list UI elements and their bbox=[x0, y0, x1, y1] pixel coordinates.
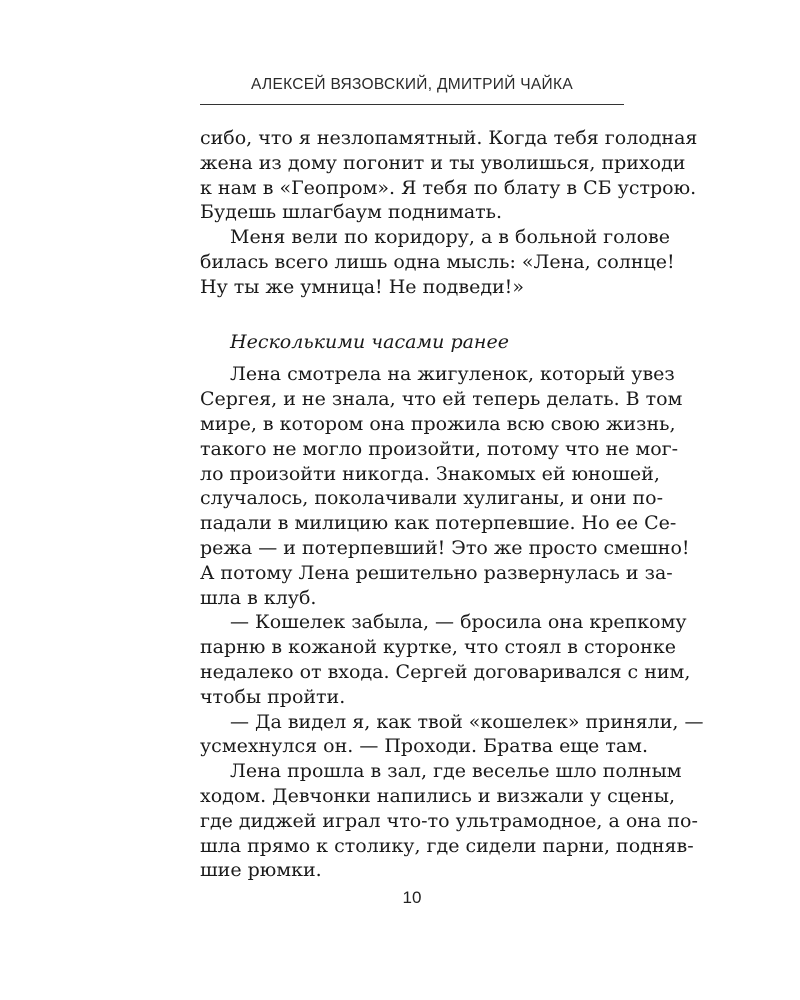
text-line: шие рюмки. bbox=[200, 859, 322, 882]
paragraph bbox=[200, 759, 698, 883]
section-subheading: Несколькими часами ранее bbox=[230, 330, 509, 353]
text-line: Меня вели по коридору, а в больной голове bbox=[230, 226, 670, 249]
paragraph bbox=[200, 710, 704, 760]
paragraph bbox=[200, 610, 691, 709]
text-line: Сергея, и не знала, что ей теперь делать. В том bbox=[200, 388, 683, 411]
text-line: режа — и потерпевший! Это же просто смешно! bbox=[200, 536, 690, 559]
text-line: усмехнулся он. — Проходи. Братва еще там. bbox=[200, 735, 649, 758]
text-line: падали в милицию как потерпевшие. Но ее Се- bbox=[200, 512, 677, 535]
text-line: билась всего лишь одна мысль: «Лена, солнце! bbox=[200, 250, 675, 273]
text-line: Лена прошла в зал, где веселье шло полным bbox=[230, 760, 682, 783]
text-line: — Да видел я, как твой «кошелек» приняли, — bbox=[230, 710, 704, 733]
text-line: недалеко от входа. Сергей договаривался с ним, bbox=[200, 660, 691, 683]
text-line: А потому Лена решительно развернулась и за- bbox=[200, 561, 673, 584]
page-body bbox=[200, 126, 704, 883]
text-line: шла прямо к столику, где сидели парни, подняв- bbox=[200, 834, 694, 857]
text-line: — Кошелек забыла, — бросила она крепкому bbox=[230, 611, 687, 634]
text-line: Ну ты же умница! Не подведи!» bbox=[200, 275, 524, 298]
text-line: сибо, что я незлопамятный. Когда тебя голодная bbox=[200, 127, 698, 149]
text-line: Лена смотрела на жигуленок, который увез bbox=[230, 363, 675, 386]
paragraph bbox=[200, 225, 675, 299]
text-line: мире, в котором она прожила всю свою жизнь, bbox=[200, 412, 676, 435]
text-line: Будешь шлагбаум поднимать. bbox=[200, 201, 503, 224]
text-line: ло произойти никогда. Знакомых ей юношей, bbox=[200, 462, 660, 485]
header-rule bbox=[200, 104, 624, 105]
text-line: случалось, поколачивали хулиганы, и они по- bbox=[200, 487, 663, 510]
text-line: жена из дому погонит и ты уволишься, приходи bbox=[200, 151, 686, 174]
running-header: АЛЕКСЕЙ ВЯЗОВСКИЙ, ДМИТРИЙ ЧАЙКА bbox=[251, 76, 573, 93]
text-line: чтобы пройти. bbox=[200, 685, 346, 708]
text-line: такого не могло произойти, потому что не мог- bbox=[200, 437, 679, 460]
page-number: 10 bbox=[402, 888, 422, 907]
text-line: где диджей играл что-то ультрамодное, а она по- bbox=[200, 809, 698, 832]
text-line: шла в клуб. bbox=[200, 586, 317, 609]
paragraph bbox=[200, 126, 698, 225]
paragraph bbox=[200, 362, 690, 610]
text-line: парню в кожаной куртке, что стоял в сторонке bbox=[200, 636, 676, 659]
text-line: к нам в «Геопром». Я тебя по блату в СБ устрою. bbox=[200, 176, 697, 199]
text-line: ходом. Девчонки напились и визжали у сцены, bbox=[200, 784, 676, 807]
